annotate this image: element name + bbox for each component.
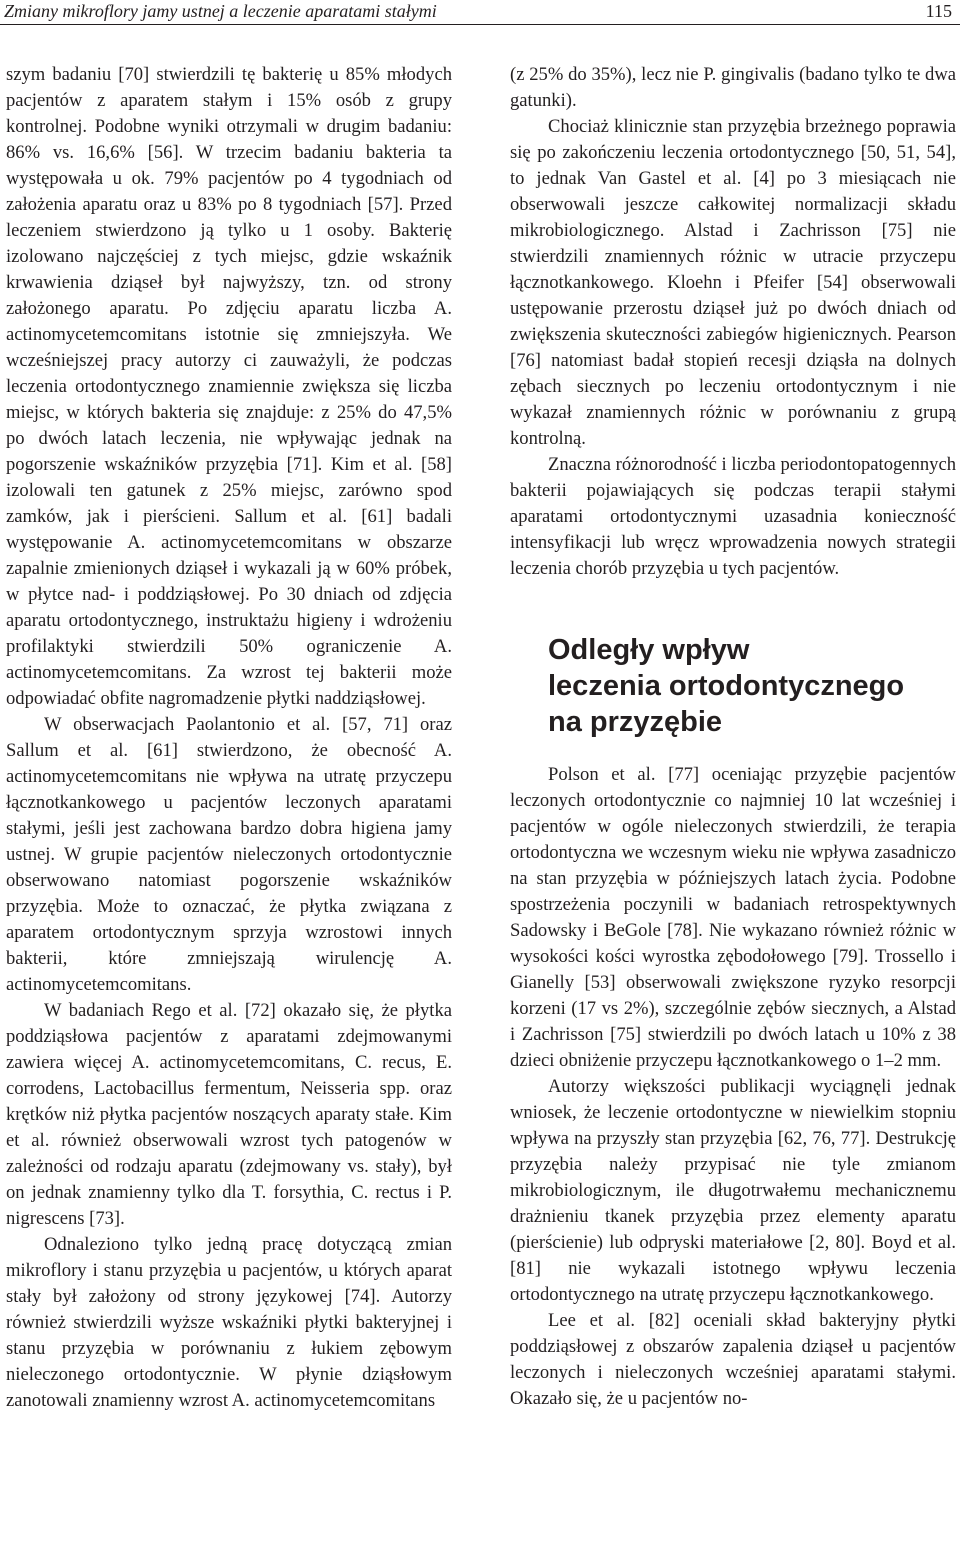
- heading-line: na przyzębie: [548, 706, 723, 738]
- right-column: [510, 62, 956, 1557]
- paragraph: W obserwacjach Paolantonio et al. [57, 71] oraz Sallum et al. [61] stwierdzono, że obecność A. actinomycetemcomitans nie wpływa na utratę przyczepu łącznotkankowego u pacjentów leczonych aparatami stałymi, jeśli jest zachowana bardzo dobra higiena jamy ustnej. W grupie pacjentów nieleczonych ortodontycznie obserwowano natomiast pogorszenie wskaźników przyzębia. Może to oznaczać, że płytka związana z aparatem ortodontycznym sprzyja wzrostowi innych bakterii, które zmniejszają wirulencję A. actinomycetemcomitans.: [6, 714, 452, 995]
- paragraph: Polson et al. [77] oceniając przyzębie pacjentów leczonych ortodontycznie co najmniej 10 lat wcześniej i pacjentów w ogóle nieleczonych stwierdzili, że terapia ortodontyczna we wczesnym wieku nie wpływa zasadniczo na stan przyzębia w późniejszych latach życia. Podobne spostrzeżenia poczynili w badaniach retrospektywnych Sadowsky i BeGole [78]. Nie wykazano również różnic w wysokości kości wyrostka zębodołowego [79]. Trossello i Gianelly [53] obserwowali zwiększone ryzyko resorpcji korzeni (17 vs 2%), szczególnie zębów siecznych, a Alstad i Zachrisson [75] stwierdzili po dwóch latach u 10% z 38 dzieci obniżenie przyczepu łącznotkankowego o 1–2 mm.: [510, 764, 956, 1071]
- paragraph: Znaczna różnorodność i liczba periodontopatogennych bakterii pojawiających się podczas terapii stałymi aparatami ortodontycznymi uzasadnia konieczność intensyfikacji lub wręcz wprowadzenia nowych strategii leczenia chorób przyzębia u tych pacjentów.: [510, 454, 956, 579]
- heading-line: leczenia ortodontycznego: [548, 670, 905, 702]
- paragraph: szym badaniu [70] stwierdzili tę bakterię u 85% młodych pacjentów z aparatem stałym i 15% osób z grupy kontrolnej. Podobne wyniki otrzymali w drugim badaniu: 86% vs. 16,6% [56]. W trzecim badaniu bakteria ta występowała u ok. 79% pacjentów po 4 tygodniach od założenia aparatu oraz u 83% po 8 tygodniach [57]. Przed leczeniem stwierdzono ją tylko u 1 osoby. Bakterię izolowano najczęściej z tych miejsc, gdzie wskaźnik krwawienia dziąseł był najwyższy, tzn. od strony założonego aparatu. Po zdjęciu aparatu liczba A. actinomycetemcomitans istotnie się zmniejszyła. We wcześniejszej pracy autorzy ci zauważyli, że podczas leczenia ortodontycznego znamiennie zwiększa się liczba miejsc, w których bakteria się znajduje: z 25% do 47,5% po dwóch latach leczenia, nie wpływając jednak na pogorszenie wskaźników przyzębia [71]. Kim et al. [58] izolowali ten gatunek z 25% miejsc, zarówno spod zamków, jak i pierścieni. Sallum et al. [61] badali występowanie A. actinomycetemcomitans w obszarze zapalnie zmienionych dziąseł i wykazali ją w 60% próbek, w płytce nad- i poddziąsłowej. Po 30 dniach od zdjęcia aparatu ortodontycznego, instruktażu higieny i wdrożeniu profilaktyki stwierdzili 50% ograniczenie A. actinomycetemcomitans. Za wzrost tej bakterii może odpowiadać obfite nagromadzenie płytki naddziąsłowej.: [6, 64, 452, 709]
- paragraph: Lee et al. [82] oceniali skład bakteryjny płytki poddziąsłowej z obszarów zapalenia dziąseł u pacjentów leczonych i nieleczonych wcześniej aparatami stałymi. Okazało się, że u pacjentów no-: [510, 1310, 956, 1409]
- paragraph: W badaniach Rego et al. [72] okazało się, że płytka poddziąsłowa pacjentów z aparatami zdejmowanymi zawiera więcej A. actinomycetemcomitans, C. recus, E. corrodens, Lactobacillus fermentum, Neisseria spp. oraz krętków niż płytka pacjentów noszących aparaty stałe. Kim et al. również obserwowali wzrost tych patogenów w zależności od rodzaju aparatu (zdejmowany vs. stały), był on jednak znamienny tylko dla T. forsythia, C. rectus i P. nigrescens [73].: [6, 1000, 452, 1229]
- heading-line: Odległy wpływ: [548, 634, 750, 666]
- paragraph: (z 25% do 35%), lecz nie P. gingivalis (badano tylko te dwa gatunki).: [510, 64, 956, 111]
- paragraph: Autorzy większości publikacji wyciągnęli jednak wniosek, że leczenie ortodontyczne w niewielkim stopniu wpływa na przyszły stan przyzębia [62, 76, 77]. Destrukcję przyzębia należy przypisać nie tyle zmianom mikrobiologicznym, ile długotrwałemu mechanicznemu drażnieniu tkanek przyzębia przez elementy aparatu (pierścienie) lub odpryski materiałowe [2, 80]. Boyd et al. [81] nie wykazali istotnego wpływu leczenia ortodontycznego na utratę przyczepu łącznotkankowego.: [510, 1076, 956, 1305]
- running-header: [0, 0, 960, 25]
- running-title: Zmiany mikroflory jamy ustnej a leczenie aparatami stałymi: [4, 1, 437, 21]
- section-heading: [548, 632, 956, 740]
- left-column: [6, 62, 452, 1557]
- paragraph: Odnaleziono tylko jedną pracę dotyczącą zmian mikroflory i stanu przyzębia u pacjentów, u których aparat stały był założony od strony językowej [74]. Autorzy również stwierdzili wyższe wskaźniki płytki bakteryjnej i stanu przyzębia w porównaniu z łukiem zębowym nieleczonego ortodontycznie. W płynie dziąsłowym zanotowali znamienny wzrost A. actinomycetemcomitans: [6, 1234, 452, 1411]
- paragraph: Chociaż klinicznie stan przyzębia brzeżnego poprawia się po zakończeniu leczenia ortodontycznego [50, 51, 54], to jednak Van Gastel et al. [4] po 3 miesiącach nie obserwowali jeszcze całkowitej normalizacji składu mikrobiologicznego. Alstad i Zachrisson [75] nie stwierdzili znamiennych różnic w utracie przyczepu łącznotkankowego. Kloehn i Pfeifer [54] obserwowali ustępowanie przerostu dziąseł już po dwóch dniach od zwiększenia skuteczności zabiegów higienicznych. Pearson [76] natomiast badał stopień recesji dziąsła na dolnych zębach siecznych po leczeniu ortodontycznym i nie wykazał znamiennych różnic w porównaniu z grupą kontrolną.: [510, 116, 956, 449]
- page-number: 115: [925, 1, 952, 21]
